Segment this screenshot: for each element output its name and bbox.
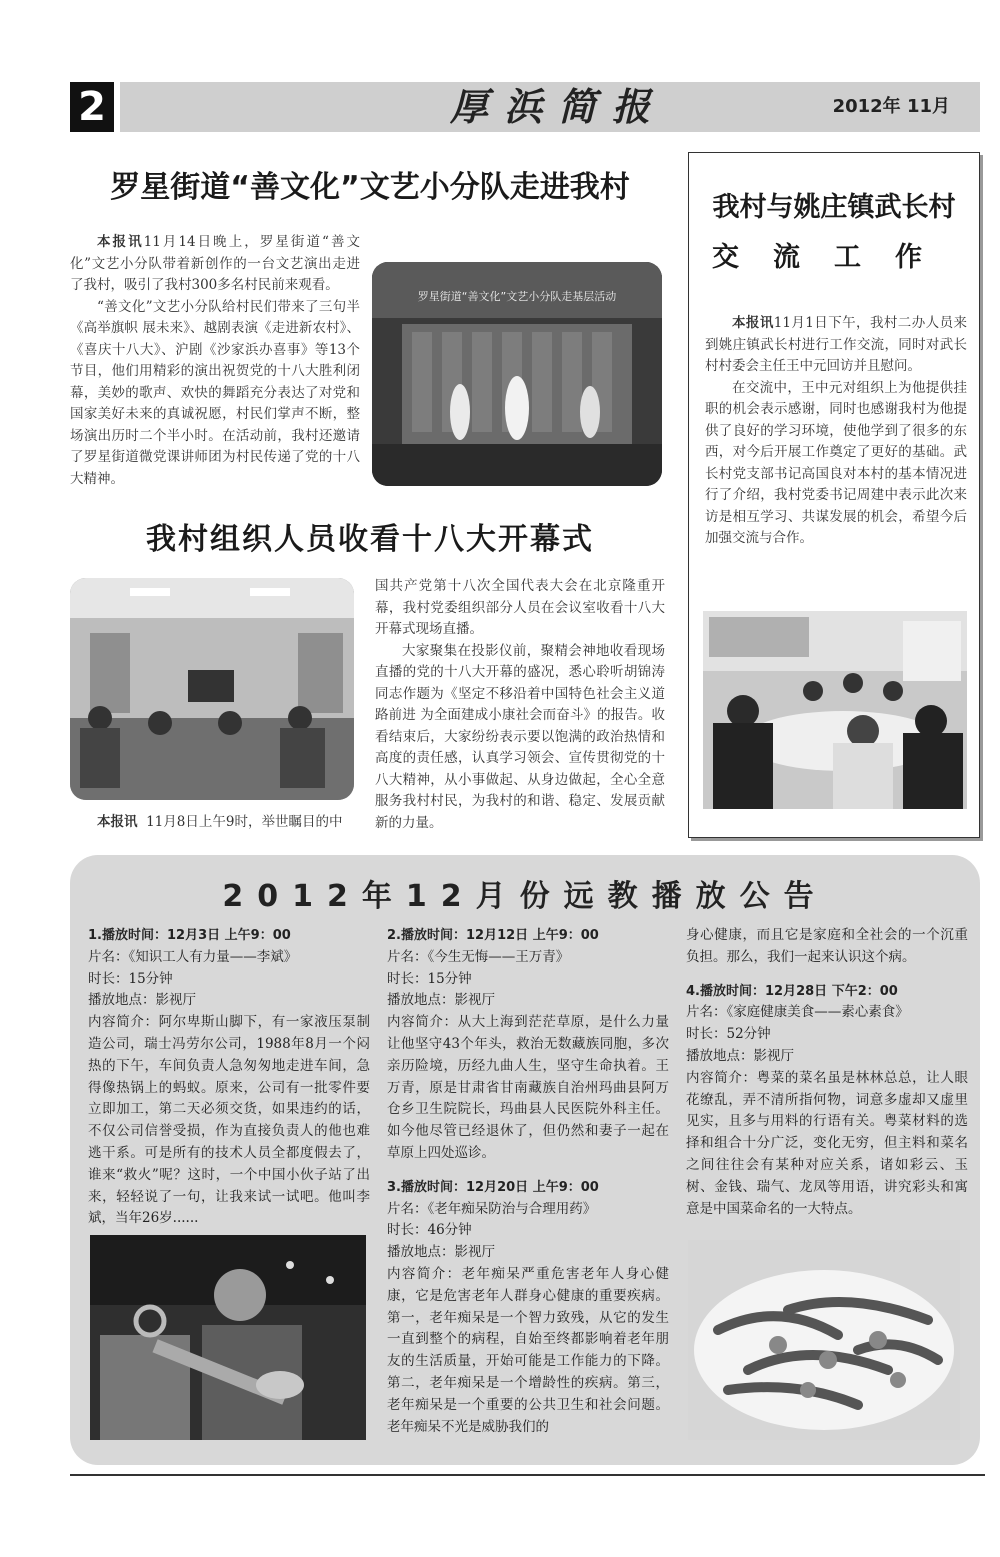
article2-headline: 我村组织人员收看十八大开幕式: [146, 522, 594, 557]
item4-photo: [688, 1240, 960, 1440]
article3-para2: 在交流中，王中元对组织上为他提供挂职的机会表示感谢，同时也感谢我村为他提供了良好的学习环境，使他学到了很多的东西，对今后开展工作奠定了更好的基础。武长村党支部书记高国良对本村的基本情况进行了介绍，我村党委书记周建中表示此次来访是相互学习、共谋发展的机会，希望今后加强交流与合作。: [705, 379, 967, 546]
notice-column-3: [686, 925, 968, 1220]
item1-summary: 内容简介：阿尔卑斯山脚下，有一家液压泵制造公司，瑞士冯劳尔公司，1988年8月一个闷热的下午，车间负责人急匆匆地走进车间，急得像热锅上的蚂蚁。原来，公司有一批零件要立即加工，第二天必须交货，如果违约的话，不仅公司信誉受损，作为直接负责人的他也难逃干系。可是所有的技术人员全都度假去了，谁来“救火”呢？这时，一个中国小伙子站了出来，轻轻说了一句，让我来试一试吧。他叫李斌，当年26岁......: [88, 1014, 370, 1227]
item3-time: 3.播放时间：12月20日 上午9：00: [387, 1179, 599, 1195]
item4-film: 片名：《家庭健康美食——素心素食》: [686, 1004, 909, 1021]
item1-duration: 时长：15分钟: [88, 970, 173, 987]
item3-film: 片名：《老年痴呆防治与合理用药》: [387, 1200, 597, 1217]
notice-column-1: [88, 925, 370, 1230]
article1-para1: 11月14日晚上，罗星街道“善文化”文艺小分队带着新创作的一台文艺演出走进了我村，吸引了我村300多名村民前来观看。: [70, 234, 360, 293]
article1-body: [70, 232, 360, 490]
item1-photo: [90, 1235, 366, 1440]
broadcast-notice-panel: [70, 855, 980, 1465]
item3-venue: 播放地点：影视厅: [387, 1244, 495, 1261]
article3-photo: [703, 611, 967, 809]
article2-para2: 大家聚集在投影仪前，聚精会神地收看现场直播的党的十八大开幕的盛况，悉心聆听胡锦涛同志作题为《坚定不移沿着中国特色社会主义道路前进 为全面建成小康社会而奋斗》的报告。收看结束后，大家纷纷表示要以饱满的政治热情和高度的责任感，认真学习领会、宣传贯彻党的十八大精神，从小事做起、从身边做起，全心全意服务我村村民，为我村的和谐、稳定、发展贡献新的力量。: [375, 642, 665, 831]
article3-lead: 本报讯: [732, 315, 774, 331]
item2-time: 2.播放时间：12月12日 上午9：00: [387, 928, 599, 943]
article2-para1-cont: 国共产党第十八次全国代表大会在北京隆重开幕，我村党委组织部分人员在会议室收看十八大开幕式现场直播。: [375, 578, 665, 637]
item2-duration: 时长：15分钟: [387, 970, 472, 987]
article2-photo: [70, 578, 354, 800]
exchange-meeting-image: [703, 611, 967, 809]
article2-lead: 本报讯: [97, 814, 138, 830]
meeting-room-image: [70, 578, 354, 800]
item2-film: 片名：《今生无悔——王万青》: [387, 948, 570, 965]
item4-time: 4.播放时间：12月28日 下午2：00: [686, 983, 898, 999]
page-number: 2: [70, 82, 114, 132]
notice-title: 2012年12月份远教播放公告: [222, 879, 828, 914]
issue-date: 2012年 11月: [832, 96, 950, 117]
article1-photo: [372, 262, 662, 486]
masthead-bar: [120, 82, 980, 132]
vegetarian-dish-image: [688, 1240, 960, 1440]
article1-headline: 罗星街道“善文化”文艺小分队走进我村: [110, 170, 630, 205]
item2-venue: 播放地点：影视厅: [387, 992, 495, 1009]
masthead: [70, 82, 980, 132]
article3-box: [688, 152, 980, 838]
article3-para1: 11月1日下午，我村二办人员来到姚庄镇武长村进行工作交流，同时对武长村村委会主任王中元回访并且慰问。: [705, 315, 967, 374]
article2-body-right: [375, 576, 665, 834]
article1-para2: “善文化”文艺小分队给村民们带来了三句半《高举旗帜 展未来》、越剧表演《走进新农村》、《喜庆十八大》、沪剧《沙家浜办喜事》等13个节目，他们用精彩的演出祝贺党的十八大胜利闭幕，美妙的歌声、欢快的舞蹈充分表达了对党和国家美好未来的真诚祝愿，村民们掌声不断，整场演出历时二个半小时。在活动前，我村还邀请了罗星街道微党课讲师团为村民传递了党的十八大精神。: [70, 298, 360, 487]
article3-body: [705, 313, 967, 550]
worker-machining-image: [90, 1235, 366, 1440]
item2-summary: 内容简介：从大上海到茫茫草原，是什么力量让他坚守43个年头，救治无数藏族同胞，多次亲历险境，历经九曲人生，坚守生命执着。王万青，原是甘肃省甘南藏族自治州玛曲县阿万仓乡卫生院院长，玛曲县人民医院外科主任。如今他尽管已经退休了，但仍然和妻子一起在草原上四处巡诊。: [387, 1014, 669, 1161]
item1-film: 片名：《知识工人有力量——李斌》: [88, 948, 298, 965]
article1-lead: 本报讯: [97, 234, 144, 250]
article3-headline-line1: 我村与姚庄镇武长村: [712, 192, 956, 223]
stage-banner-text: 罗星街道“善文化”文艺小分队走基层活动: [417, 290, 617, 303]
article3-headline-line2: 交流工作: [712, 242, 956, 273]
item3-summary: 内容简介：老年痴呆严重危害老年人身心健康，它是危害老年人群身心健康的重要疾病。第一，老年痴呆是一个智力致残，从它的发生一直到整个的病程，自始至终都影响着老年朋友的生活质量，开始可能是工作能力的下降。第二，老年痴呆是一个增龄性的疾病。第三，老年痴呆是一个重要的公共卫生和社会问题。老年痴呆不光是威胁我们的: [387, 1265, 669, 1435]
footer-rule: [70, 1474, 985, 1476]
newspaper-title: 厚浜简报: [450, 84, 667, 129]
item3-duration: 时长：46分钟: [387, 1222, 472, 1239]
article2-body-left: 本报讯 11月8日上午9时，举世瞩目的中: [97, 814, 343, 830]
item3-summary-cont: 身心健康，而且它是家庭和全社会的一个沉重负担。那么，我们一起来认识这个病。: [686, 927, 968, 965]
item4-summary: 内容简介：粤菜的菜名虽是林林总总，让人眼花缭乱，弄不清所指何物，词意多虚却又虚里见实，且多与用料的行语有关。粤菜材料的选择和组合十分广泛，变化无穷，但主料和菜名之间往往会有某种对应关系，诸如彩云、玉树、金钱、瑞气、龙凤等用语，讲究彩头和寓意是中国菜命名的一大特点。: [686, 1069, 968, 1217]
notice-column-2: [387, 925, 669, 1438]
item1-time: 1.播放时间：12月3日 上午9：00: [88, 928, 291, 943]
item1-venue: 播放地点：影视厅: [88, 992, 196, 1009]
item4-duration: 时长：52分钟: [686, 1026, 771, 1043]
item4-venue: 播放地点：影视厅: [686, 1047, 794, 1064]
